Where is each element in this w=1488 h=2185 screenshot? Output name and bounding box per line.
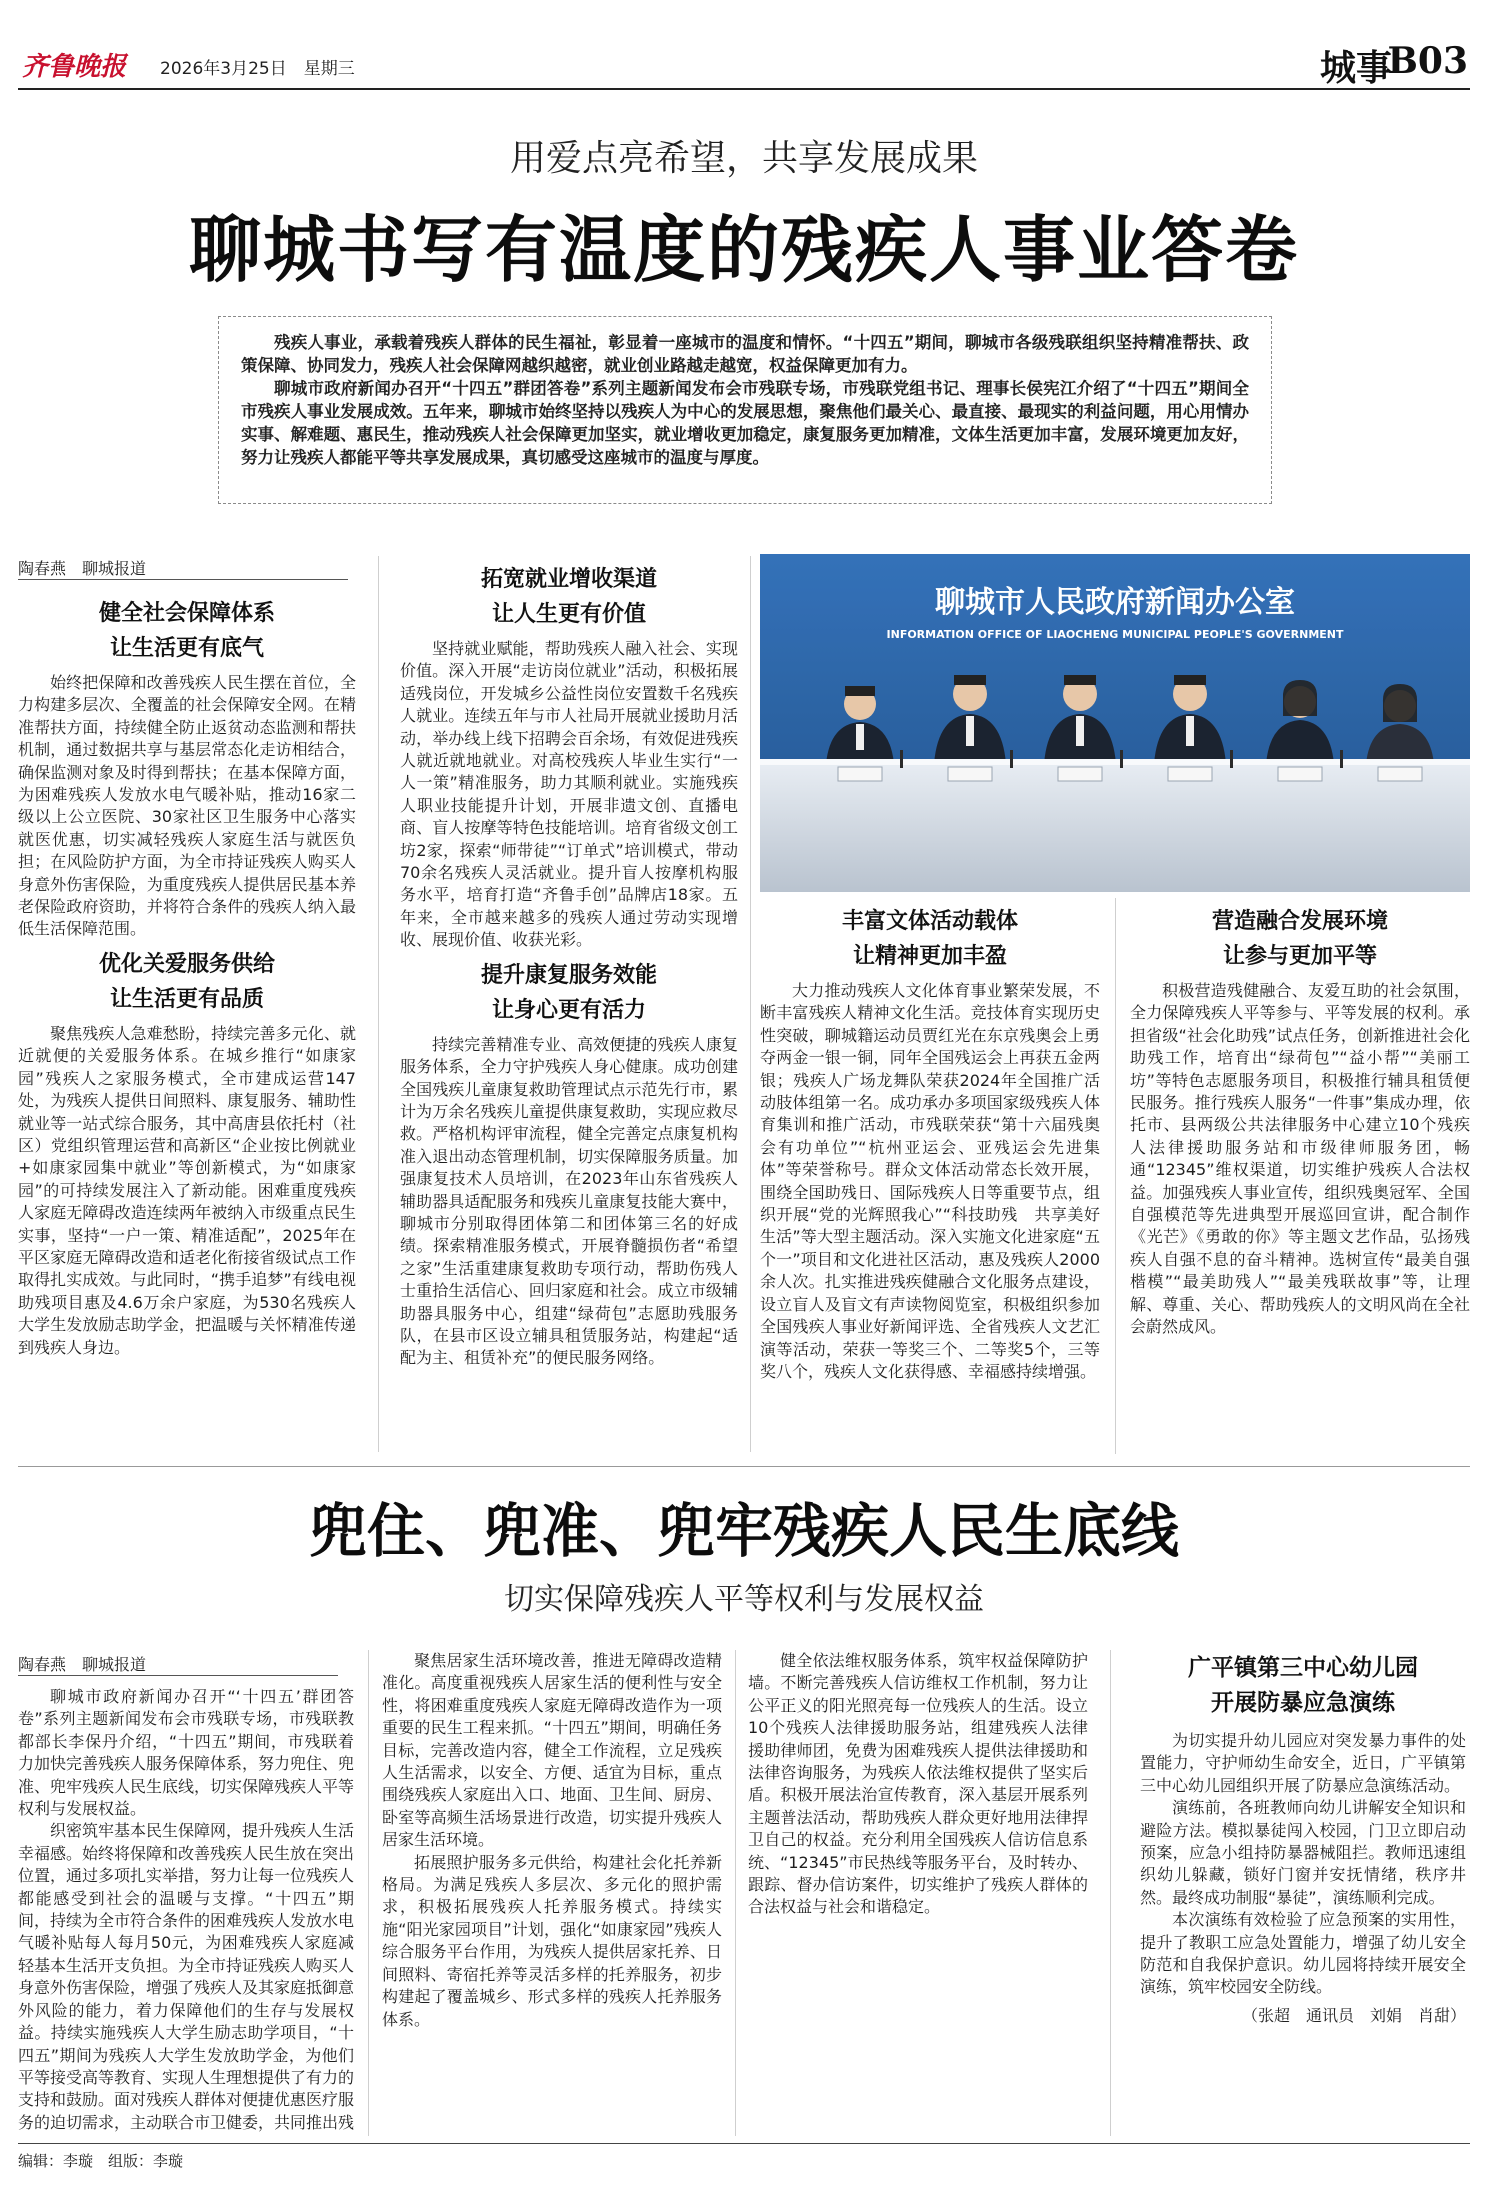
article1-column-1 — [18, 590, 356, 1452]
column-divider — [750, 556, 751, 1452]
article2-subhead: 切实保障残疾人平等权利与发展权益 — [504, 1582, 984, 1617]
article2-byline: 陶春燕 聊城报道 — [18, 1655, 147, 1674]
article2-column-1 — [18, 1686, 354, 2136]
section-title-employment: 拓宽就业增收渠道 让人生更有价值 — [480, 566, 657, 627]
article2-column-3 — [748, 1650, 1088, 2140]
article3-paragraph-1: 为切实提升幼儿园应对突发暴力事件的处置能力，守护师幼生命安全，近日，广平镇第三中心幼儿园组织开展了防暴应急演练活动。 — [1140, 1731, 1466, 1795]
column-divider — [1115, 898, 1116, 1454]
article1-headline: 聊城书写有温度的残疾人事业答卷 — [188, 207, 1299, 292]
article-separator — [18, 1466, 1470, 1467]
section-body-integration: 积极营造残健融合、友爱互助的社会氛围，全力保障残疾人平等参与、平等发展的权利。承担省级“社会化助残”试点任务，创新推进社会化助残工作，培育出“绿荷包”“益小帮”“美丽工坊”等特色志愿服务项目，积极推行辅具租赁便民服务。推行残疾人服务“一件事”集成办理，依托市、县两级公共法律服务中心建立10个残疾人法律援助服务站和市级律师服务团，畅通“12345”维权渠道，切实维护残疾人合法权益。加强残疾人事业宣传，组织残奥冠军、全国自强模范等先进典型开展巡回宣讲，配合制作《光芒》《勇敢的你》等主题文艺作品，弘扬残疾人自强不息的奋斗精神。选树宣传“最美自强楷模”“最美助残人”“最美残联故事”等，让理解、尊重、关心、帮助残疾人的文明风尚在全社会蔚然成风。 — [1130, 981, 1470, 1337]
article2-headline: 兜住、兜准、兜牢残疾人民生底线 — [308, 1497, 1179, 1565]
section-body-care-services: 聚焦残疾人急难愁盼，持续完善多元化、就近就便的关爱服务体系。在城乡推行“如康家园”残疾人之家服务模式，全市建成运营147处，为残疾人提供日间照料、康复服务、辅助性就业等一站式综合服务，其中高唐县依托村（社区）党组织管理运营和高新区“企业按比例就业+如康家园集中就业”等创新模式，为“如康家园”的可持续发展注入了新动能。困难重度残疾人家庭无障碍改造连续两年被纳入市级重点民生实事，坚持“一户一策、精准适配”，2025年在平区家庭无障碍改造和适老化衔接省级试点工作取得扎实成效。与此同时，“携手追梦”有线电视助残项目惠及4.6万余户家庭，为530名残疾人大学生发放励志助学金，把温暖与关怀精准传递到残疾人身边。 — [18, 1023, 356, 1357]
masthead — [0, 0, 1488, 89]
article3-paragraph-3: 本次演练有效检验了应急预案的实用性，提升了教职工应急处置能力，增强了幼儿安全防范和自我保护意识。幼儿园将持续开展安全演练，筑牢校园安全防线。 — [1140, 1910, 1466, 1997]
column-divider — [735, 1650, 736, 2136]
intro-paragraph-2: 聊城市政府新闻办召开“十四五”群团答卷”系列主题新闻发布会市残联专场，市残联党组书记、理事长侯宪江介绍了“十四五”期间全市残疾人事业发展成效。五年来，聊城市始终坚持以残疾人为中心的发展思想，聚焦他们最关心、最直接、最现实的利益问题，用心用情办实事、解难题、惠民生，推动残疾人社会保障更加坚实，就业增收更加稳定，康复服务更加精准，文体生活更加丰富，发展环境更加友好，努力让残疾人都能平等共享发展成果，真切感受这座城市的温度与厚度。 — [241, 379, 1249, 467]
article1-byline: 陶春燕 聊城报道 — [18, 559, 147, 578]
column-divider — [1110, 1650, 1111, 2136]
article1-column-3 — [760, 898, 1100, 1454]
section-title-culture-sports: 丰富文体活动载体 让精神更加丰盈 — [841, 908, 1018, 969]
article2-paragraph-3: 聚焦居家生活环境改善，推进无障碍改造精准化。高度重视残疾人居家生活的便利性与安全性，将困难重度残疾人家庭无障碍改造作为一项重要的民生工程来抓。“十四五”期间，明确任务目标，完善改造内容，健全工作流程，立足残疾人生活需求，以安全、方便、适宜为目标，重点围绕残疾人家庭出入口、地面、卫生间、厨房、卧室等高频生活场景进行改造，切实提升残疾人居家生活环境。 — [382, 1651, 722, 1850]
article2-paragraph-2: 织密筑牢基本民生保障网，提升残疾人生活幸福感。始终将保障和改善残疾人民生放在突出位置，通过多项扎实举措，努力让每一位残疾人都能感受到社会的温暖与支撑。“十四五”期间，持续为全市符合条件的困难残疾人发放水电气暖补贴每人每月50元，为困难残疾人家庭减轻基本生活开支负担。为全市持证残疾人购买人身意外伤害保险，增强了残疾人及其家庭抵御意外风险的能力，着力保障他们的生存与发展权益。持续实施残疾人大学生励志助学项目，“十四五”期间为残疾人大学生发放助学金，为他们平等接受高等教育、实现人生理想提供了有力的支持和鼓励。面对残疾人群体对便捷优惠医疗服务的迫切需求，主动联合市卫健委，共同推出残 — [18, 1821, 354, 2132]
article1-intro-box — [218, 316, 1272, 504]
byline-rule — [18, 1675, 338, 1676]
section-name: 城事 — [1319, 47, 1392, 89]
press-conference-photo — [760, 554, 1470, 892]
column-divider — [378, 556, 379, 1452]
footer-editor: 编辑：李璇 组版：李璇 — [18, 2152, 184, 2170]
article1-kicker: 用爱点亮希望，共享发展成果 — [509, 138, 978, 179]
article3-byline: （张超 通讯员 刘娟 肖甜） — [1241, 2005, 1466, 2025]
footer-rule — [18, 2143, 1470, 2144]
section-body-culture-sports: 大力推动残疾人文化体育事业繁荣发展，不断丰富残疾人精神文化生活。竞技体育实现历史性突破，聊城籍运动员贾红光在东京残奥会上勇夺两金一银一铜，同年全国残运会上再获五金两银；残疾人广场龙舞队荣获2024年全国推广活动肢体组第一名。成功承办多项国家级残疾人体育集训和推广活动，市残联荣获“第十六届残奥会有功单位”“杭州亚运会、亚残运会先进集体”等荣誉称号。群众文体活动常态长效开展，围绕全国助残日、国际残疾人日等重要节点，组织开展“党的光辉照我心”“科技助残 共享美好生活”等大型主题活动。深入实施文化进家庭“五个一”项目和文化进社区活动，惠及残疾人2000余人次。扎实推进残疾健融合文化服务点建设，设立盲人及盲文有声读物阅览室，积极组织参加全国残疾人事业好新闻评选、全省残疾人文艺汇演等活动，荣获一等奖三个、二等奖5个，三等奖八个，残疾人文化获得感、幸福感持续增强。 — [760, 981, 1100, 1381]
section-title-care-services: 优化关爱服务供给 让生活更有品质 — [98, 950, 275, 1012]
article2-paragraph-5: 健全依法维权服务体系，筑牢权益保障防护墙。不断完善残疾人信访维权工作机制，努力让公平正义的阳光照亮每一位残疾人的生活。设立10个残疾人法律援助服务站，组建残疾人法律援助律师团，免费为困难残疾人提供法律援助和法律咨询服务，为残疾人依法维权提供了坚实后盾。积极开展法治宣传教育，深入基层开展系列主题普法活动，帮助残疾人群众更好地用法律捍卫自己的权益。充分利用全国残疾人信访信息系统、“12345”市民热线等服务平台，及时转办、跟踪、督办信访案件，切实维护了残疾人群体的合法权益与社会和谐稳定。 — [748, 1651, 1088, 1917]
page-number: B03 — [1387, 40, 1468, 82]
newspaper-logo: 齐鲁晚报 — [22, 52, 127, 82]
article2-paragraph-4: 拓展照护服务多元供给，构建社会化托养新格局。为满足残疾人多层次、多元化的照护需求，积极拓展残疾人托养服务模式。持续实施“阳光家园项目”计划，强化“如康家园”残疾人综合服务平台作用，为残疾人提供居家托养、日间照料、寄宿托养等灵活多样的托养服务，初步构建起了覆盖城乡、形式多样的残疾人托养服务体系。 — [382, 1852, 722, 2029]
article1-column-4 — [1130, 898, 1470, 1454]
article2-paragraph-1: 聊城市政府新闻办召开“‘十四五’群团答卷”系列主题新闻发布会市残联专场，市残联教都部长李保丹介绍，“十四五”期间，市残联着力加快完善残疾人服务保障体系，努力兜住、兜准、兜牢残疾人民生底线，切实保障残疾人平等权利与发展权益。 — [18, 1687, 354, 1819]
column-divider — [368, 1650, 369, 2136]
press-conference-illustration — [760, 554, 1470, 892]
article1-column-2 — [400, 556, 738, 1452]
byline-rule — [18, 579, 348, 580]
article3-paragraph-2: 演练前，各班教师向幼儿讲解安全知识和避险方法。模拟暴徒闯入校园，门卫立即启动预案，应急小组持防暴器械阻拦。教师迅速组织幼儿躲藏，锁好门窗并安抚情绪，秩序井然。最终成功制服“暴徒”，演练顺利完成。 — [1140, 1798, 1466, 1907]
article3-title: 广平镇第三中心幼儿园 开展防暴应急演练 — [1188, 1654, 1418, 1716]
photo-banner-subtitle: INFORMATION OFFICE OF LIAOCHENG MUNICIPAL PEOPLE'S GOVERNMENT — [886, 628, 1344, 641]
masthead-rule — [18, 88, 1470, 90]
section-title-rehabilitation: 提升康复服务效能 让身心更有活力 — [480, 961, 657, 1023]
photo-banner-title: 聊城市人民政府新闻办公室 — [935, 585, 1295, 620]
section-title-social-security: 健全社会保障体系 让生活更有底气 — [98, 600, 275, 661]
section-body-social-security: 始终把保障和改善残疾人民生摆在首位，全力构建多层次、全覆盖的社会保障安全网。在精准帮扶方面，持续健全防止返贫动态监测和帮扶机制，通过数据共享与基层常态化走访相结合，确保监测对象及时得到帮扶；在基本保障方面，为困难残疾人发放水电气暖补贴，推动16家二级以上公立医院、30家社区卫生服务中心落实就医优惠，切实减轻残疾人家庭生活与就医负担；在风险防护方面，为全市持证残疾人购买人身意外伤害保险，为重度残疾人提供居民基本养老保险政府资助，并将符合条件的残疾人纳入最低生活保障范围。 — [18, 673, 356, 939]
intro-paragraph-1: 残疾人事业，承载着残疾人群体的民生福祉，彰显着一座城市的温度和情怀。“十四五”期间，聊城市各级残联组织坚持精准帮扶、政策保障、协同发力，残疾人社会保障网越织越密，就业创业路越走越宽，权益保障更加有力。 — [241, 333, 1249, 375]
issue-date: 2026年3月25日 星期三 — [160, 59, 355, 79]
section-body-rehabilitation: 持续完善精准专业、高效便捷的残疾人康复服务体系，全力守护残疾人身心健康。成功创建全国残疾儿童康复救助管理试点示范先行市，累计为万余名残疾儿童提供康复救助，实现应救尽救。严格机构评审流程，健全完善定点康复机构准入退出动态管理机制，切实保障服务质量。加强康复技术人员培训，在2023年山东省残疾人辅助器具适配服务和残疾儿童康复技能大赛中，聊城市分别取得团体第二和团体第三名的好成绩。探索精准服务模式，开展脊髓损伤者“希望之家”生活重建康复救助专项行动，帮助伤残人士重拾生活信心、回归家庭和社会。成立市级辅助器具服务中心，组建“绿荷包”志愿助残服务队，在县市区设立辅具租赁服务站，构建起“适配为主、租赁补充”的便民服务网络。 — [400, 1034, 738, 1368]
article2-column-2 — [382, 1650, 722, 2140]
section-body-employment: 坚持就业赋能，帮助残疾人融入社会、实现价值。深入开展“走访岗位就业”活动，积极拓展适残岗位，开发城乡公益性岗位安置数千名残疾人就业。连续五年与市人社局开展就业援助月活动，举办线上线下招聘会百余场，有效促进残疾人就近就地就业。对高校残疾人毕业生实行“一人一策”精准服务，助力其顺利就业。实施残疾人职业技能提升计划，开展非遗文创、直播电商、盲人按摩等特色技能培训。培育省级文创工坊2家，探索“师带徒”“订单式”培训模式，带动70余名残疾人灵活就业。提升盲人按摩机构服务水平，培育打造“齐鲁手创”品牌店18家。五年来，全市越来越多的残疾人通过劳动实现增收、展现价值、收获光彩。 — [400, 639, 738, 950]
section-title-integration: 营造融合发展环境 让参与更加平等 — [1211, 908, 1388, 969]
article3-sidebox — [1140, 1650, 1466, 2140]
